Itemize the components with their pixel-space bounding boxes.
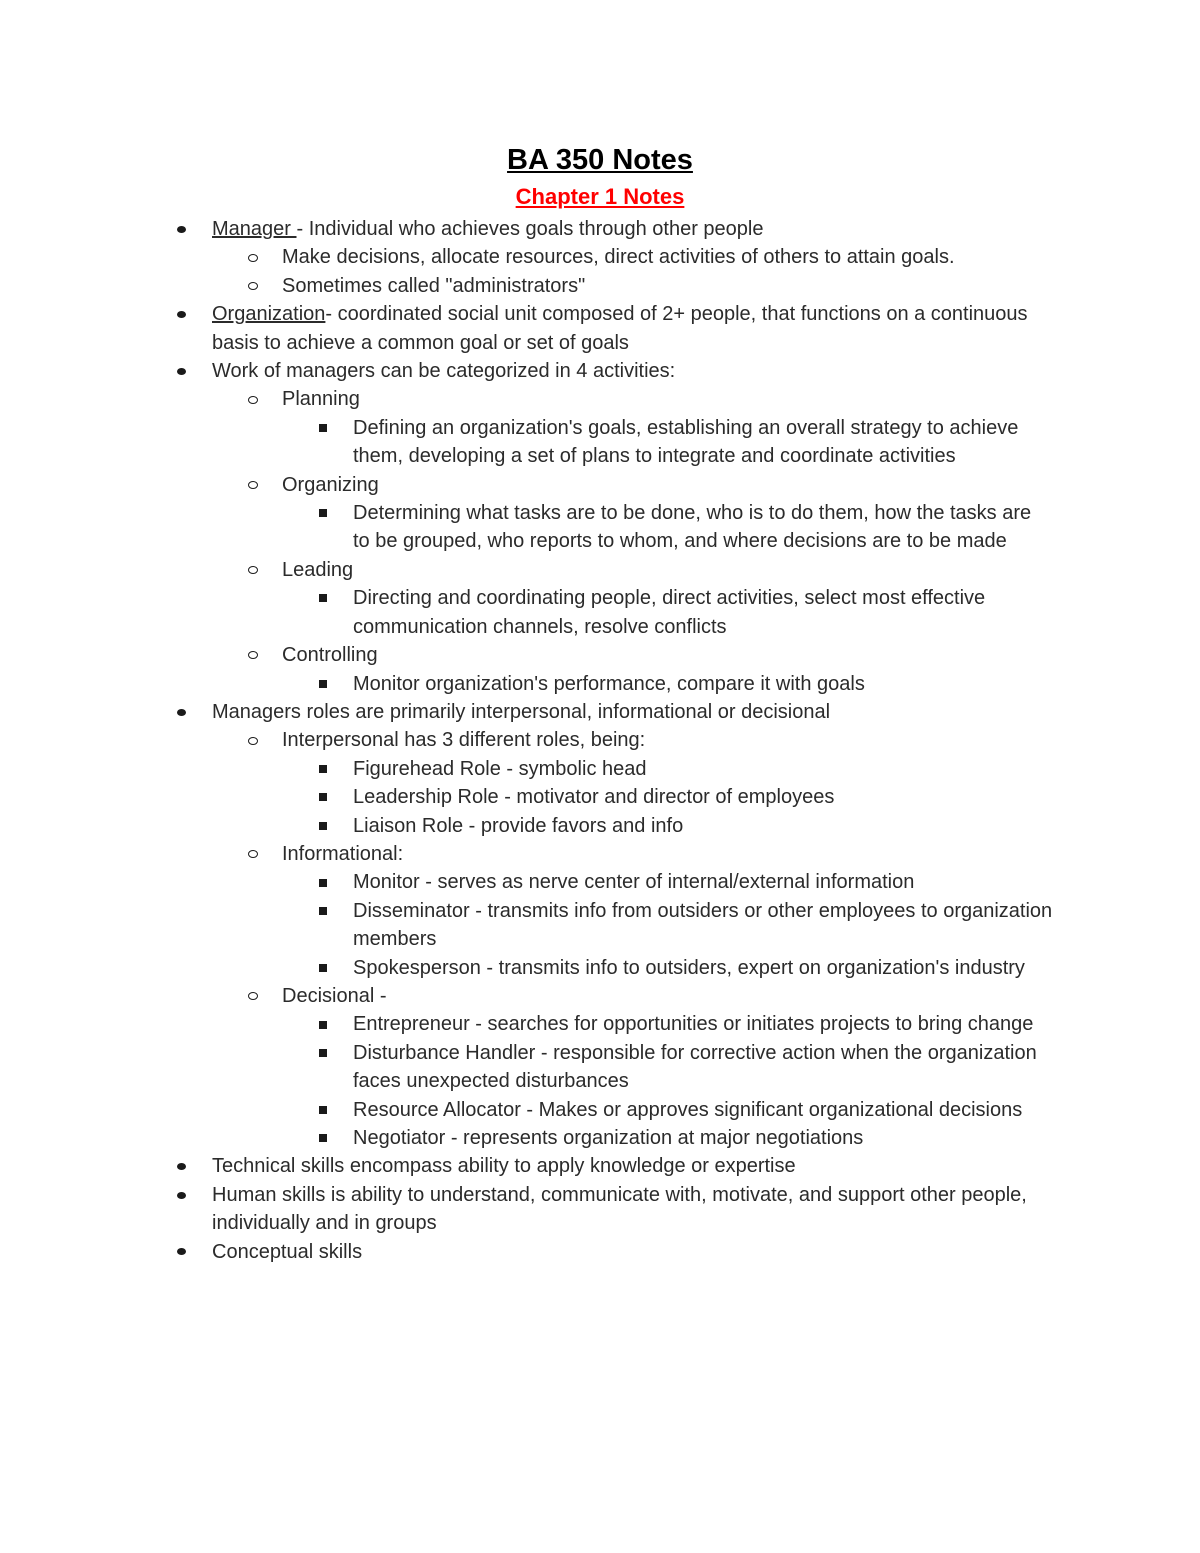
list-item-text: Leading: [282, 558, 354, 581]
square-bullet-icon: [316, 783, 330, 811]
list-item: [0, 499, 1053, 556]
list-item-text: Negotiator - represents organization at major negotiations: [353, 1127, 864, 1149]
square-bullet-icon: [316, 1096, 330, 1124]
list-item: [0, 243, 1042, 271]
list-item-text: Managers roles are primarily interpersonal, informational or decisional: [212, 700, 831, 723]
filled-bullet-icon: [174, 1152, 188, 1180]
hollow-bullet-icon: [246, 982, 260, 1010]
square-bullet-icon: [316, 584, 330, 612]
list-item-text: Spokesperson - transmits info to outsiders, expert on organization's industry: [353, 956, 1025, 979]
list-item-text: Defining an organization's goals, establishing an overall strategy to achieve them, developing a set of plans to integrate and coordinate activities: [353, 416, 1019, 468]
list-item-text: Decisional -: [282, 984, 387, 1007]
square-bullet-icon: [316, 897, 330, 925]
list-item-text: Technical skills encompass ability to apply knowledge or expertise: [212, 1155, 796, 1178]
list-item-text: Informational:: [282, 842, 404, 865]
term-manager: Manager: [212, 218, 297, 240]
list-item-text: Work of managers can be categorized in 4 activities:: [212, 360, 676, 383]
list-item: [0, 471, 1042, 499]
filled-bullet-icon: [174, 1181, 188, 1209]
hollow-bullet-icon: [246, 243, 260, 271]
hollow-bullet-icon: [246, 726, 260, 754]
list-item: [0, 1039, 1053, 1096]
list-item-text: Sometimes called "administrators": [282, 274, 586, 297]
square-bullet-icon: [316, 670, 330, 698]
square-bullet-icon: [316, 812, 330, 840]
list-item: [0, 385, 1042, 413]
list-item: [0, 982, 1042, 1010]
filled-bullet-icon: [174, 698, 188, 726]
list-item: [0, 1238, 1032, 1266]
list-item: [0, 868, 1053, 896]
list-item: [0, 954, 1053, 982]
list-item: [0, 698, 1032, 726]
list-item: [0, 1181, 1032, 1238]
square-bullet-icon: [316, 1010, 330, 1038]
definition-text: - Individual who achieves goals through other people: [296, 218, 764, 240]
list-item: [0, 755, 1053, 783]
list-item-text: Conceptual skills: [212, 1240, 363, 1263]
notes-list: [0, 215, 1200, 1266]
chapter-heading: Chapter 1 Notes: [515, 184, 685, 209]
list-item: [0, 812, 1053, 840]
square-bullet-icon: [316, 755, 330, 783]
square-bullet-icon: [316, 414, 330, 442]
list-item: [0, 726, 1042, 754]
hollow-bullet-icon: [246, 471, 260, 499]
square-bullet-icon: [316, 868, 330, 896]
list-item-text: Monitor organization's performance, compare it with goals: [353, 672, 865, 695]
square-bullet-icon: [316, 1124, 330, 1152]
list-item-text: Make decisions, allocate resources, direct activities of others to attain goals.: [282, 246, 955, 269]
list-item: [0, 272, 1042, 300]
list-item-text: Planning: [282, 388, 360, 411]
list-item: [0, 300, 1032, 357]
list-item-text: Controlling: [282, 644, 378, 667]
list-item: [0, 584, 1053, 641]
list-item: [0, 783, 1053, 811]
list-item-text: Human skills is ability to understand, communicate with, motivate, and support other people, individually and in groups: [212, 1183, 1027, 1235]
list-item-text: Interpersonal has 3 different roles, being:: [282, 729, 646, 752]
hollow-bullet-icon: [246, 556, 260, 584]
list-item-text: Entrepreneur - searches for opportunities or initiates projects to bring change: [353, 1013, 1034, 1036]
list-item-text: Figurehead Role - symbolic head: [353, 757, 647, 780]
list-item-text: Monitor - serves as nerve center of internal/external information: [353, 871, 915, 894]
list-item: [0, 556, 1042, 584]
term-organization: Organization: [212, 303, 326, 326]
definition-text: - coordinated social unit composed of 2+ people, that functions on a continuous basis to achieve a common goal or set of goals: [212, 303, 1028, 354]
list-item: [0, 1124, 1053, 1152]
list-item-text: Directing and coordinating people, direct activities, select most effective communication channels, resolve conflicts: [353, 587, 986, 638]
filled-bullet-icon: [174, 357, 188, 385]
filled-bullet-icon: [174, 215, 188, 243]
square-bullet-icon: [316, 499, 330, 527]
page-title: BA 350 Notes: [507, 144, 693, 176]
hollow-bullet-icon: [246, 272, 260, 300]
list-item-text: Disseminator - transmits info from outsiders or other employees to organization members: [353, 899, 1053, 951]
list-item: [0, 1152, 1032, 1180]
hollow-bullet-icon: [246, 840, 260, 868]
square-bullet-icon: [316, 954, 330, 982]
list-item-text: Liaison Role - provide favors and info: [353, 814, 684, 837]
list-item-text: Determining what tasks are to be done, who is to do them, how the tasks are to be grouped, who reports to whom, and where decisions are to be made: [353, 502, 1032, 553]
list-item-text: Organizing: [282, 473, 379, 496]
list-item: [0, 641, 1042, 669]
list-item: [0, 1010, 1053, 1038]
list-item: [0, 414, 1053, 471]
list-item: [0, 215, 1032, 243]
list-item: [0, 670, 1053, 698]
hollow-bullet-icon: [246, 385, 260, 413]
square-bullet-icon: [316, 1039, 330, 1067]
list-item-text: Leadership Role - motivator and director of employees: [353, 786, 835, 809]
list-item: [0, 1096, 1053, 1124]
filled-bullet-icon: [174, 1238, 188, 1266]
list-item-text: Disturbance Handler - responsible for corrective action when the organization faces unexpected disturbances: [353, 1041, 1037, 1093]
filled-bullet-icon: [174, 300, 188, 328]
list-item: [0, 897, 1053, 954]
hollow-bullet-icon: [246, 641, 260, 669]
list-item: [0, 840, 1042, 868]
list-item-text: Resource Allocator - Makes or approves significant organizational decisions: [353, 1098, 1023, 1121]
list-item: [0, 357, 1032, 385]
